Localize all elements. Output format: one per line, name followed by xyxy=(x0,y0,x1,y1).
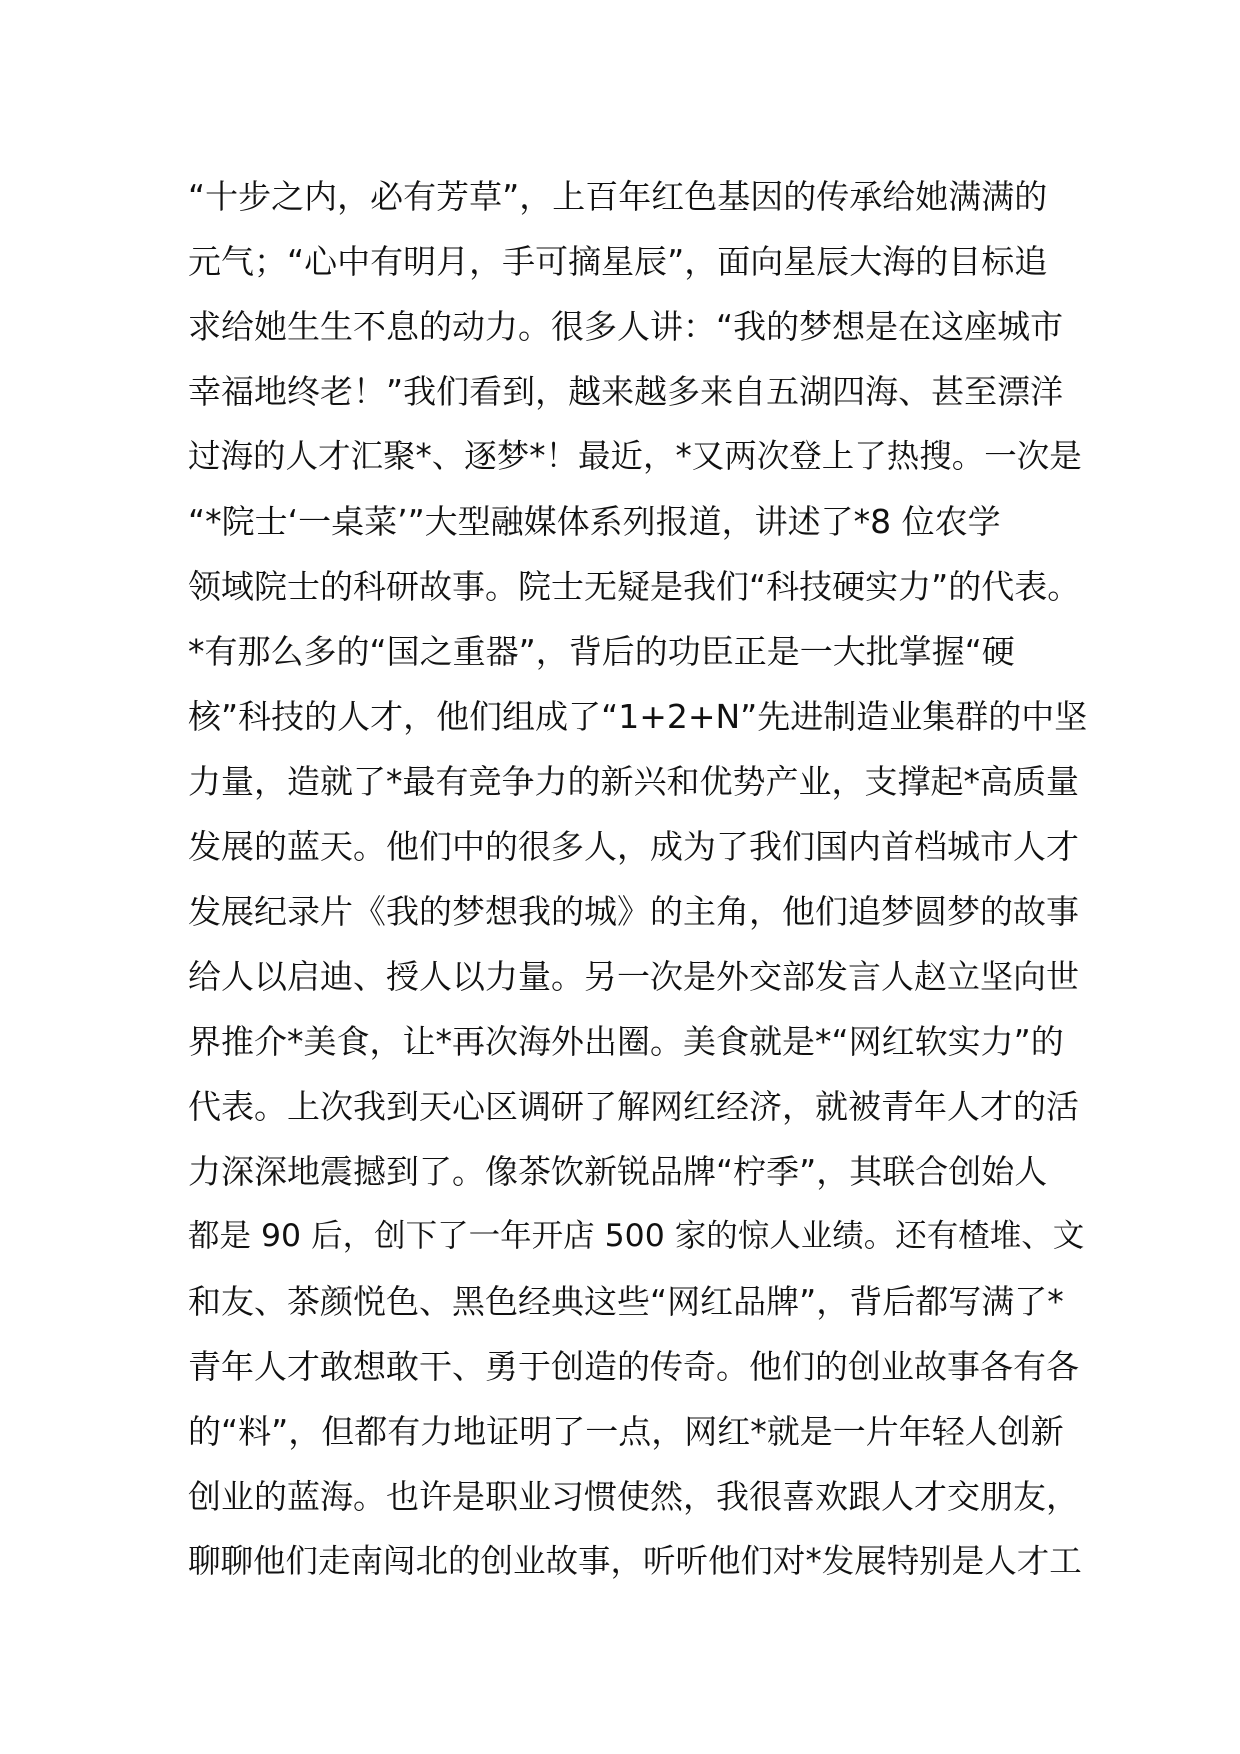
text-line: 核”科技的人才，他们组成了“1+2+N”先进制造业集群的中坚 xyxy=(188,697,1088,736)
text-line: 创业的蓝海。也许是职业习惯使然，我很喜欢跟人才交朋友， xyxy=(188,1477,1079,1516)
text-line: 元气；“心中有明月，手可摘星辰”，面向星辰大海的目标追 xyxy=(188,242,1048,281)
text-line: 领域院士的科研故事。院士无疑是我们“科技硬实力”的代表。 xyxy=(188,567,1081,606)
text-line: 过海的人才汇聚*、逐梦*！最近，*又两次登上了热搜。一次是 xyxy=(188,437,1082,475)
text-line: *有那么多的“国之重器”，背后的功臣正是一大批掌握“硬 xyxy=(188,632,1015,671)
text-line: 界推介*美食，让*再次海外出圈。美食就是*“网红软实力”的 xyxy=(188,1022,1064,1061)
text-line: 力量，造就了*最有竞争力的新兴和优势产业，支撑起*高质量 xyxy=(188,762,1079,801)
text-line: 求给她生生不息的动力。很多人讲：“我的梦想是在这座城市 xyxy=(188,307,1064,346)
text-line: 幸福地终老！”我们看到，越来越多来自五湖四海、甚至漂洋 xyxy=(188,372,1064,411)
text-line: 青年人才敢想敢干、勇于创造的传奇。他们的创业故事各有各 xyxy=(188,1347,1079,1386)
text-line: 都是 90 后，创下了一年开店 500 家的惊人业绩。还有楂堆、文 xyxy=(188,1218,1085,1254)
text-line: 和友、茶颜悦色、黑色经典这些“网红品牌”，背后都写满了* xyxy=(188,1282,1064,1321)
text-line: 发展纪录片《我的梦想我的城》的主角，他们追梦圆梦的故事 xyxy=(188,892,1079,931)
text-line: 代表。上次我到天心区调研了解网红经济，就被青年人才的活 xyxy=(188,1087,1079,1126)
text-line: “十步之内，必有芳草”，上百年红色基因的传承给她满满的 xyxy=(188,177,1048,216)
body-text xyxy=(188,164,1088,1594)
text-line: 的“料”，但都有力地证明了一点，网红*就是一片年轻人创新 xyxy=(188,1412,1064,1451)
text-line: 给人以启迪、授人以力量。另一次是外交部发言人赵立坚向世 xyxy=(188,957,1079,996)
text-line: “*院士‘一桌菜’”大型融媒体系列报道，讲述了*8 位农学 xyxy=(188,502,1001,541)
text-line: 发展的蓝天。他们中的很多人，成为了我们国内首档城市人才 xyxy=(188,827,1079,866)
text-line: 聊聊他们走南闯北的创业故事，听听他们对*发展特别是人才工 xyxy=(188,1542,1082,1580)
text-line: 力深深地震撼到了。像茶饮新锐品牌“柠季”，其联合创始人 xyxy=(188,1152,1048,1191)
